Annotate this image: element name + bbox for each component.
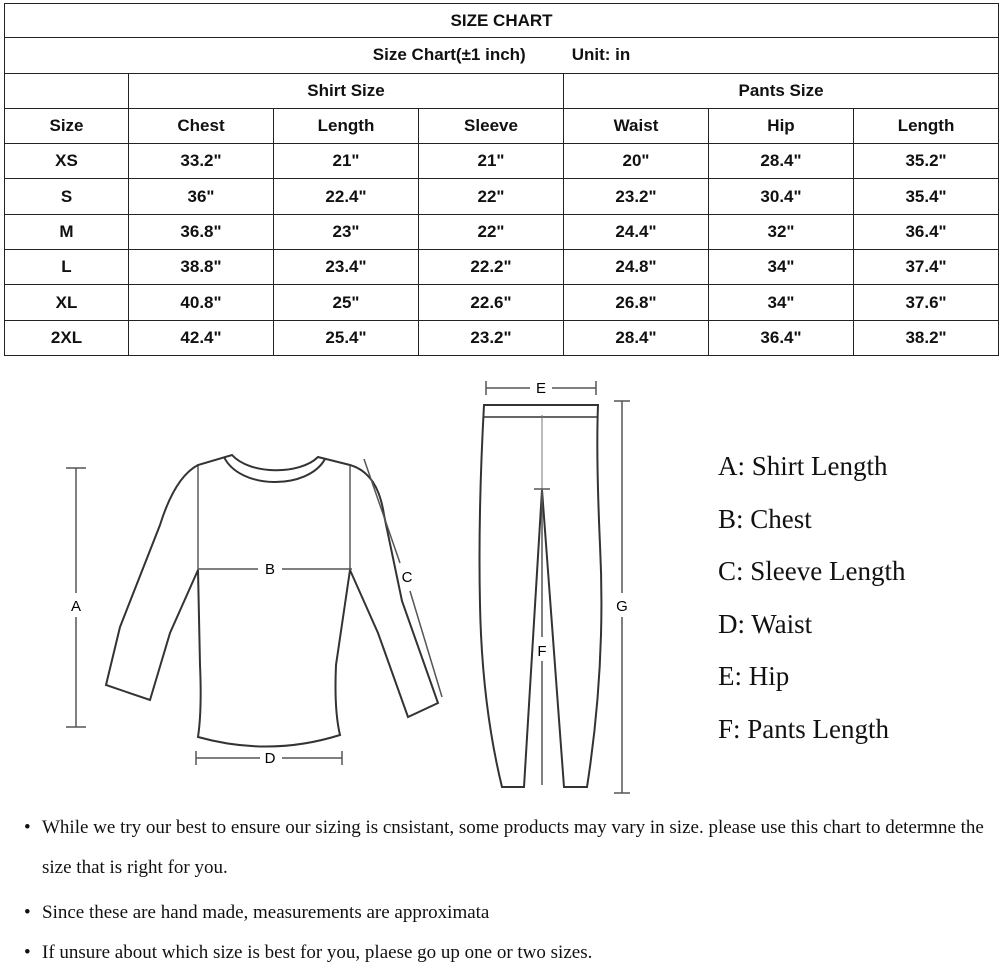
table-cell: 23": [274, 214, 419, 249]
table-cell: 2XL: [5, 320, 129, 355]
table-cell: 22.2": [419, 250, 564, 285]
label-d: D: [264, 750, 276, 767]
measure-e: [486, 380, 596, 397]
column-header: Waist: [564, 108, 709, 143]
size-chart-table: [4, 3, 999, 356]
table-cell: 24.8": [564, 250, 709, 285]
legend-item: B: Chest: [718, 503, 812, 534]
legend-item: A: Shirt Length: [718, 451, 888, 481]
table-cell: 23.2": [564, 179, 709, 214]
table-cell: 38.8": [129, 250, 274, 285]
label-a: A: [70, 598, 82, 615]
table-cell: XS: [5, 144, 129, 179]
note-text: While we try our best to ensure our sizing is cnsistant, some products may vary in size. please use this chart to determne the size that is right for you.: [42, 817, 984, 878]
table-cell: 42.4": [129, 320, 274, 355]
shirt-outline: [106, 455, 438, 747]
measure-b: [198, 561, 352, 578]
table-cell: 22.6": [419, 285, 564, 320]
table-cell: S: [5, 179, 129, 214]
note-text: If unsure about which size is best for you, plaese go up one or two sizes.: [42, 942, 593, 963]
table-subtitle: [5, 38, 999, 73]
note-item: [24, 893, 994, 933]
table-cell: 25.4": [274, 320, 419, 355]
table-cell: 23.4": [274, 250, 419, 285]
label-g: G: [616, 598, 628, 615]
table-cell: L: [5, 250, 129, 285]
table-cell: 36.4": [709, 320, 854, 355]
sizing-notes: [24, 808, 994, 973]
table-row: [5, 179, 999, 214]
table-cell: 22.4": [274, 179, 419, 214]
column-header: Sleeve: [419, 108, 564, 143]
table-cell: 21": [419, 144, 564, 179]
column-header: Length: [274, 108, 419, 143]
table-title: SIZE CHART: [5, 4, 999, 38]
table-cell: 33.2": [129, 144, 274, 179]
table-cell: 38.2": [854, 320, 999, 355]
table-cell: 35.2": [854, 144, 999, 179]
label-c: C: [401, 569, 413, 586]
note-item: [24, 933, 994, 973]
table-cell: 25": [274, 285, 419, 320]
table-cell: 21": [274, 144, 419, 179]
table-row: [5, 214, 999, 249]
table-cell: 20": [564, 144, 709, 179]
table-cell: 36.8": [129, 214, 274, 249]
table-cell: XL: [5, 285, 129, 320]
table-row: [5, 285, 999, 320]
subtitle-text: Size Chart(±1 inch): [372, 45, 526, 65]
table-cell: 30.4": [709, 179, 854, 214]
bullet-icon: •: [24, 902, 31, 923]
table-cell: 24.4": [564, 214, 709, 249]
column-header: Hip: [709, 108, 854, 143]
table-cell: 36": [129, 179, 274, 214]
measurement-legend: [718, 440, 905, 755]
table-cell: 23.2": [419, 320, 564, 355]
table-cell: 34": [709, 285, 854, 320]
measure-f: [534, 415, 550, 785]
legend-item: C: Sleeve Length: [718, 556, 906, 586]
table-cell: 36.4": [854, 214, 999, 249]
table-row: [5, 144, 999, 179]
table-cell: 28.4": [564, 320, 709, 355]
table-cell: 35.4": [854, 179, 999, 214]
table-cell: 22": [419, 214, 564, 249]
note-text: Since these are hand made, measurements are approximata: [42, 902, 490, 923]
column-header: Size: [5, 108, 129, 143]
table-cell: 32": [709, 214, 854, 249]
bullet-icon: •: [24, 942, 31, 963]
legend-item: E: Hip: [718, 661, 790, 691]
label-f: F: [537, 643, 547, 660]
pants-outline: [480, 405, 602, 787]
measure-c: [364, 459, 442, 697]
column-header: Length: [854, 108, 999, 143]
shirt-size-header: Shirt Size: [129, 73, 564, 108]
measure-a: [66, 468, 86, 727]
table-row: [5, 250, 999, 285]
table-cell: 40.8": [129, 285, 274, 320]
table-cell: M: [5, 214, 129, 249]
table-cell: 37.4": [854, 250, 999, 285]
garment-diagram: [0, 365, 700, 800]
label-e: E: [535, 380, 547, 397]
table-cell: 34": [709, 250, 854, 285]
label-b: B: [264, 561, 276, 578]
measure-d: [196, 750, 342, 767]
note-item: [24, 808, 994, 888]
pants-size-header: Pants Size: [564, 73, 999, 108]
table-cell: 28.4": [709, 144, 854, 179]
unit-text: Unit: in: [571, 45, 631, 65]
bullet-icon: •: [24, 817, 31, 838]
table-row: [5, 320, 999, 355]
legend-item: D: Waist: [718, 608, 813, 639]
measure-g: [614, 401, 630, 793]
column-header: Chest: [129, 108, 274, 143]
table-cell: 22": [419, 179, 564, 214]
table-cell: 26.8": [564, 285, 709, 320]
table-cell: 37.6": [854, 285, 999, 320]
group-header-blank: [5, 73, 129, 108]
legend-item: F: Pants Length: [718, 713, 890, 744]
